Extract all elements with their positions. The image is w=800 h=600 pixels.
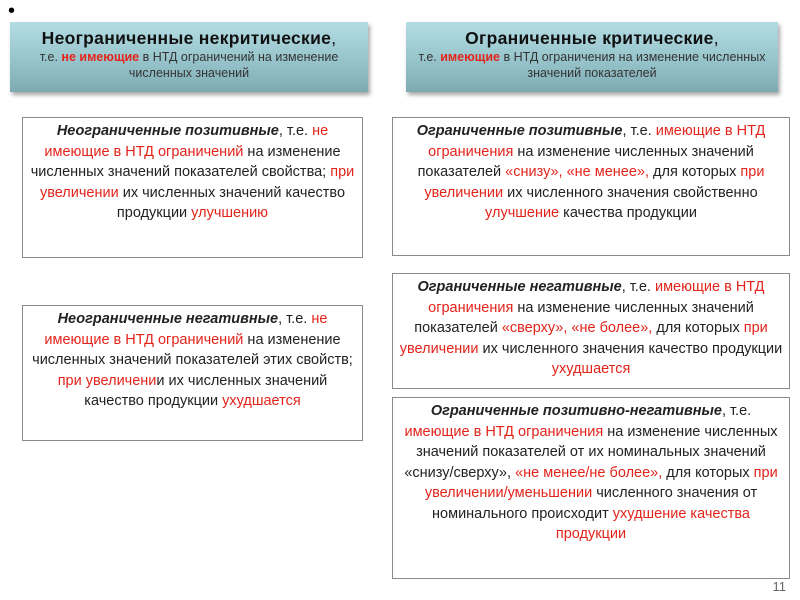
box-unlimited-negative [22,305,363,441]
text-segment: на изменение численных значений показателей [417,143,754,180]
box-limited-positive-negative [392,397,790,579]
header-limited-critical [406,22,778,92]
page-number: 11 [772,579,786,594]
text-segment: их численных значений качество продукции [116,184,346,221]
text-segment: в НТД ограничений на изменение численных значений [128,50,339,80]
text-segment: на изменение численных значений показателей [414,299,754,336]
header-unlimited-noncritical [10,22,368,92]
highlighted-text: при увеличении [424,164,765,201]
text-segment: , т.е. [621,279,655,295]
category-title: Неограниченные негативные [57,311,279,327]
header-title: Ограниченные критические [465,28,714,48]
text-segment: , т.е. [278,123,313,139]
highlighted-text: имеющие [440,50,500,64]
text-segment: численного значения от номинального происходит [432,485,758,522]
highlighted-text: улучшению [191,205,269,221]
highlighted-text: «снизу», «не менее», [505,164,650,180]
text-segment: на изменение численных значений показателей от их номинальных значений «снизу/сверху», [404,423,778,481]
text-segment: на изменение численных значений показателей этих свойств; [32,331,353,368]
text-segment: для которых [662,464,754,481]
box-limited-positive [392,117,790,256]
highlighted-text: ухудшается [222,393,301,409]
highlighted-text: при увеличении [399,320,768,357]
category-title: Неограниченные позитивные [56,123,279,139]
highlighted-text: ухудшение качества продукции [555,505,750,542]
highlighted-text: не имеющие [61,50,140,64]
highlighted-text: имеющие в НТД ограничения [428,279,765,316]
text-segment: качества продукции [559,205,697,221]
highlighted-text: улучшение [485,205,560,221]
category-title: Ограниченные негативные [417,279,622,295]
text-segment: в НТД ограничения на изменение численных значений показателей [500,50,766,80]
header-subtitle [406,49,778,81]
text-segment: , т.е. [721,403,752,419]
highlighted-text: «сверху», «не более», [501,320,653,336]
highlighted-text: имеющие в НТД ограничения [404,423,604,440]
text-segment: , т.е. [278,311,312,327]
box-unlimited-positive [22,117,363,258]
text-segment: для которых [652,320,744,336]
category-title: Ограниченные позитивно-негативные [430,403,722,419]
text-segment: т.е. [39,50,62,64]
highlighted-text: имеющие в НТД ограничения [428,123,766,160]
box-limited-negative [392,273,790,389]
highlighted-text: при увеличении/уменьшении [424,464,778,501]
comma: , [713,28,719,48]
text-segment: т.е. [418,50,441,64]
highlighted-text: не имеющие в НТД ограничений [44,311,328,348]
text-segment: их численного значения свойственно [503,184,758,201]
header-subtitle [10,49,368,81]
highlighted-text: «не менее/не более», [515,464,663,481]
text-segment: для которых [649,164,741,180]
highlighted-text: при увеличени [57,372,157,389]
header-title: Неограниченные некритические [41,28,332,48]
bullet-marker: • [8,0,16,22]
text-segment: и их численных значений качество продукции [84,372,328,409]
highlighted-text: при увеличении [39,164,355,201]
highlighted-text: не имеющие в НТД ограничений [44,123,329,160]
text-segment: их численного значения качество продукции [478,340,783,357]
comma: , [331,28,337,48]
highlighted-text: ухудшается [551,361,631,377]
text-segment: , т.е. [622,123,656,139]
text-segment: на изменение численных значений показателей свойства; [30,143,341,180]
category-title: Ограниченные позитивные [416,123,623,139]
